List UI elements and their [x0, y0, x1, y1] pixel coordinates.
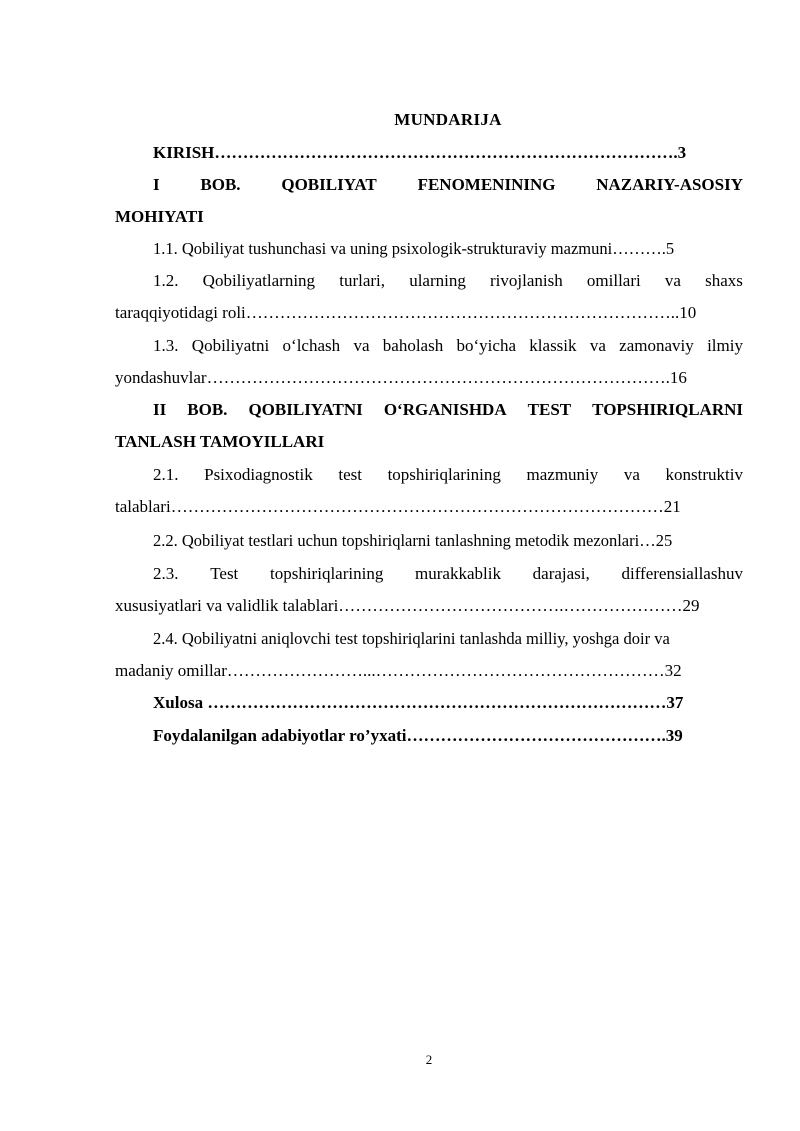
toc-entry-2-2: 2.2. Qobiliyat testlari uchun topshiriqlarni tanlashning metodik mezonlari…25 — [153, 531, 673, 550]
toc-entry-1-1: 1.1. Qobiliyat tushunchasi va uning psixologik-strukturaviy mazmuni……….5 — [153, 239, 675, 258]
toc-entry-1-2-line-1: 1.2. Qobiliyatlarning turlari, ularning rivojlanish omillari va shaxs — [153, 271, 743, 290]
toc-entry-chapter-1-line-2: MOHIYATI — [115, 207, 204, 226]
toc-entry-chapter-2-line-1: II BOB. QOBILIYATNI O‘RGANISHDA TEST TOPSHIRIQLARNI — [153, 400, 743, 419]
toc-entry-adabiyotlar: Foydalanilgan adabiyotlar ro’yxati……………………………………….39 — [153, 726, 683, 745]
toc-entry-2-4-line-1: 2.4. Qobiliyatni aniqlovchi test topshiriqlarini tanlashda milliy, yoshga doir va — [153, 629, 670, 648]
toc-entry-1-3-line-1: 1.3. Qobiliyatni o‘lchash va baholash bo‘yicha klassik va zamonaviy ilmiy — [153, 336, 743, 355]
page-title: MUNDARIJA — [394, 110, 502, 129]
toc-entry-xulosa: Xulosa ………………………………………………………………………37 — [153, 693, 684, 712]
toc-entry-2-1-line-1: 2.1. Psixodiagnostik test topshiriqlarining mazmuniy va konstruktiv — [153, 465, 743, 484]
toc-entry-1-3-line-2: yondashuvlar……………………………………………………………………….16 — [115, 368, 687, 387]
toc-entry-2-3-line-2: xususiyatlari va validlik talablari………………………………….…………………29 — [115, 596, 700, 615]
toc-entry-kirish: KIRISH……………………………………………………………………….3 — [153, 143, 687, 162]
page-number: 2 — [425, 1052, 433, 1067]
toc-entry-1-2-line-2: taraqqiyotidagi roli…………………………………………………………………..10 — [115, 303, 697, 322]
toc-entry-2-3-line-1: 2.3. Test topshiriqlarining murakkablik darajasi, differensiallashuv — [153, 564, 743, 583]
toc-entry-chapter-1-line-1: I BOB. QOBILIYAT FENOMENINING NAZARIY-ASOSIY — [153, 175, 743, 194]
toc-entry-chapter-2-line-2: TANLASH TAMOYILLARI — [115, 432, 325, 451]
toc-entry-2-1-line-2: talablari……………………………………………………………………………21 — [115, 497, 681, 516]
toc-entry-2-4-line-2: madaniy omillar……………………...……………………………………………32 — [115, 661, 682, 680]
